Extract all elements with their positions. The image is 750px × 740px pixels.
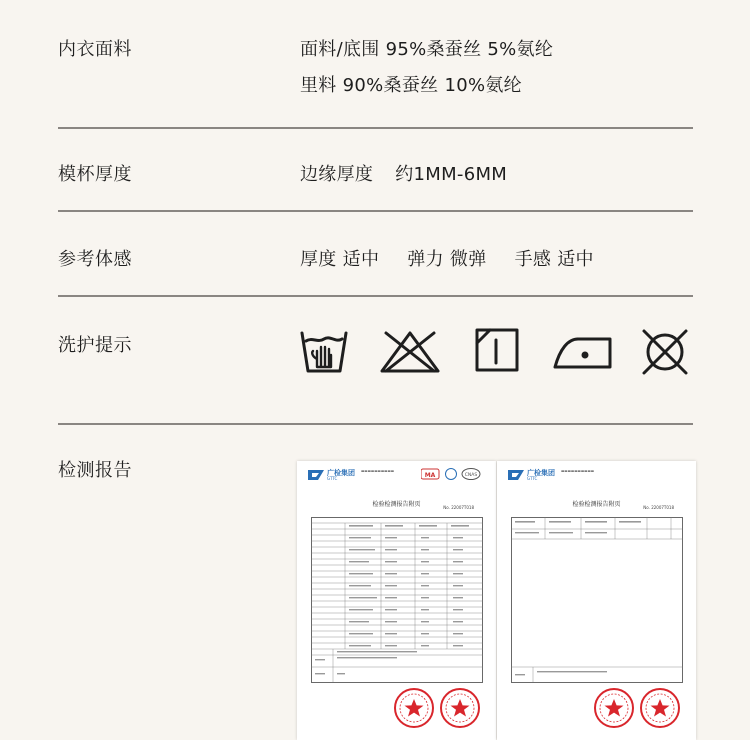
feel-label: 参考体感 <box>58 249 132 270</box>
care-label: 洗护提示 <box>58 335 132 356</box>
gttc-brand: 广检集团 <box>327 469 355 477</box>
do-not-bleach-icon <box>378 327 442 375</box>
report-number: No. 22007T018 <box>643 505 674 510</box>
fabric-line2: 里料 90%桑蚕丝 10%氨纶 <box>300 75 522 96</box>
cup-thickness: 约1MM-6MM <box>395 164 508 185</box>
gttc-brand: 广检集团 <box>527 469 555 477</box>
report-title: 检验检测报告附页 <box>372 501 421 508</box>
cup-value <box>300 160 507 186</box>
certification-marks-icon <box>421 467 483 481</box>
report-label: 检测报告 <box>58 460 132 481</box>
gttc-brand-en: GTTC <box>527 476 538 481</box>
gttc-logo-icon <box>307 469 325 481</box>
feel-value-thickness: 适中 <box>342 249 380 270</box>
do-not-tumble-dry-icon <box>638 327 692 381</box>
feel-value-touch: 适中 <box>557 249 594 270</box>
hand-wash-icon <box>300 327 348 375</box>
cup-label: 模杯厚度 <box>58 164 132 185</box>
test-results-table <box>511 517 683 683</box>
approval-seal-icon <box>439 687 481 729</box>
test-results-table <box>311 517 483 683</box>
report-number: No. 22007T018 <box>443 505 474 510</box>
divider <box>58 210 693 212</box>
divider <box>58 295 693 297</box>
svg-text:CNAS: CNAS <box>464 473 478 478</box>
fabric-line1: 面料/底围 95%桑蚕丝 5%氨纶 <box>300 39 554 60</box>
test-report-page-2 <box>497 461 696 740</box>
org-name: ▬▬▬▬▬▬▬▬▬▬ <box>361 469 395 473</box>
fabric-label: 内衣面料 <box>58 39 132 60</box>
dry-in-shade-icon <box>474 327 520 373</box>
gttc-logo-icon <box>507 469 525 481</box>
feel-key-thickness: 厚度 <box>300 249 337 270</box>
divider <box>58 423 693 425</box>
svg-text:MA: MA <box>424 472 436 479</box>
org-name: ▬▬▬▬▬▬▬▬▬▬ <box>561 469 595 473</box>
test-report-page-1 <box>297 461 496 740</box>
feel-value-elasticity: 微弹 <box>449 249 487 270</box>
divider <box>58 127 693 129</box>
gttc-brand-en: GTTC <box>327 476 338 481</box>
feel-key-touch: 手感 <box>514 249 552 270</box>
inspection-seal-icon <box>393 687 435 729</box>
approval-seal-icon <box>639 687 681 729</box>
iron-low-heat-icon <box>552 327 616 373</box>
inspection-seal-icon <box>593 687 635 729</box>
report-title: 检验检测报告附页 <box>572 501 621 508</box>
feel-values <box>300 245 594 271</box>
cup-key: 边缘厚度 <box>300 164 374 185</box>
feel-key-elasticity: 弹力 <box>407 249 444 270</box>
